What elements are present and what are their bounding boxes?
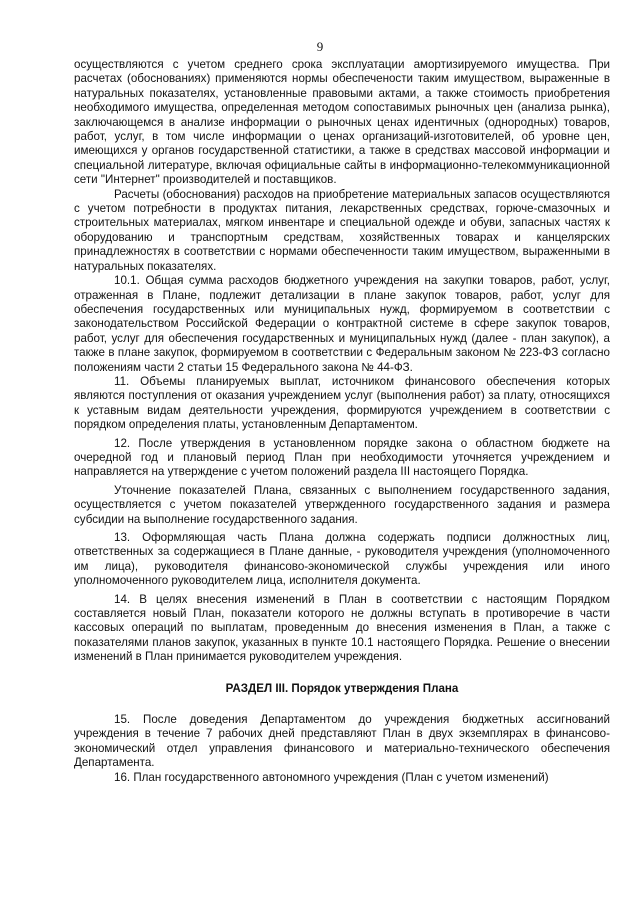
paragraph-amortization: осуществляются с учетом среднего срока эксплуатации амортизируемого имущества. При расчетах (обоснованиях) применяются нормы обеспечености таким имуществом, выраженные в натуральных показателях, установленные правовыми актами, а также стоимость приобретения необходимого имущества, определенная методом сопоставимых рыночных цен (анализа рынка), заключающемся в анализе информации о рыночных ценах идентичных (однородных) товаров, работ, услуг, в том числе информации о ценах организаций-изготовителей, об уровне цен, имеющихся у органов государственной статистики, а также в средствах массовой информации и специальной литературе, включая официальные сайты в информационно-телекоммуникационной сети "Интернет" производителей и поставщиков. bbox=[74, 58, 610, 187]
paragraph-15: 15. После доведения Департаментом до учреждения бюджетных ассигнований учреждения в течение 7 рабочих дней представляют План в двух экземплярах в финансово-экономический отдел управления финансового и материально-технического обеспечения Департамента. bbox=[74, 713, 610, 770]
page-number: 9 bbox=[316, 39, 324, 54]
paragraph-14: 14. В целях внесения изменений в План в соответствии с настоящим Порядком составляется новый План, показатели которого не должны вступать в противоречие в части кассовых операций по выплатам, проведенным до внесения изменения в План, а также с показателями планов закупок, указанных в пункте 10.1 настоящего Порядка. Решение о внесении изменений в План принимается руководителем учреждения. bbox=[74, 592, 610, 664]
paragraph-12: 12. После утверждения в установленном порядке закона о областном бюджете на очередной год и плановый период План при необходимости уточняется учреждением и направляется на утверждение с учетом положений раздела III настоящего Порядка. bbox=[74, 436, 610, 479]
paragraph-11: 11. Объемы планируемых выплат, источником финансового обеспечения которых являются поступления от оказания учреждением услуг (выполнения работ) за плату, относящихся к уставным видам деятельности учреждения, формируются учреждением в соответствии с порядком определения платы, установленным Департаментом. bbox=[74, 374, 610, 432]
document-body bbox=[74, 58, 610, 785]
paragraph-16: 16. План государственного автономного учреждения (План с учетом изменений) bbox=[114, 770, 549, 784]
paragraph-10-1: 10.1. Общая сумма расходов бюджетного учреждения на закупки товаров, работ, услуг, отраженная в Плане, подлежит детализации в плане закупок товаров, работ, услуг для обеспечения государственных или муниципальных нужд, формируемом в соответствии с законодательством Российской Федерации о контрактной системе в сфере закупок товаров, работ, услуг для обеспечения государственных и муниципальных нужд (далее - план закупок), а также в плане закупок, формируемом в соответствии с Федеральным законом № 223-ФЗ согласно положениям части 2 статьи 15 Федерального закона № 44-ФЗ. bbox=[74, 274, 610, 374]
paragraph-13: 13. Оформляющая часть Плана должна содержать подписи должностных лиц, ответственных за содержащиеся в Плане данные, - руководителя учреждения (уполномоченного им лица), руководителя финансово-экономической службы учреждения или иного уполномоченного руководителем лица, исполнителя документа. bbox=[74, 531, 610, 588]
paragraph-material-reserves: Расчеты (обоснования) расходов на приобретение материальных запасов осуществляются с учетом потребности в продуктах питания, лекарственных средствах, горюче-смазочных и строительных материалах, мягком инвентаре и специальной одежде и обуви, запасных частях к оборудованию и транспортным средствам, хозяйственных товарах и канцелярских принадлежностях в соответствии с нормами обеспеченности таким имуществом, выраженными в натуральных показателях. bbox=[74, 187, 610, 273]
section-title: РАЗДЕЛ III. Порядок утверждения Плана bbox=[225, 681, 459, 695]
paragraph-clarification: Уточнение показателей Плана, связанных с выполнением государственного задания, осуществляется с учетом показателей утвержденного государственного задания и размера субсидии на выполнение государственного задания. bbox=[74, 483, 610, 526]
